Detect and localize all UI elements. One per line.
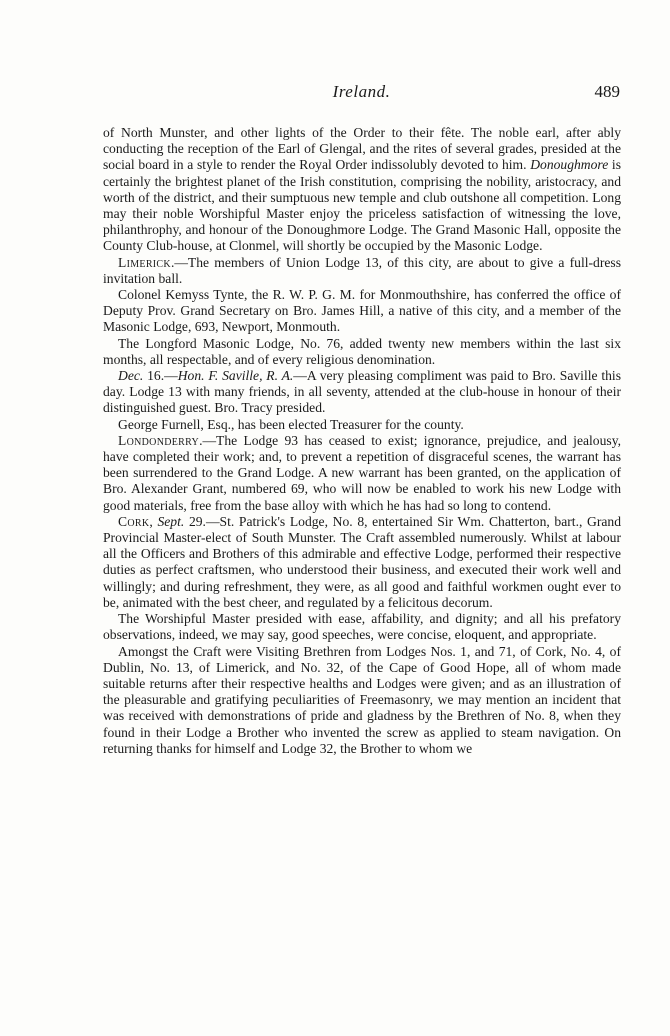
section-heading: Londonderry — [118, 432, 200, 448]
text-run: of North Munster, and other lights of the Order to their fête. The noble earl, after ably conducting the reception of the Earl of Glengal, and the rites of several grades, presided at the social board in a style to render the Royal Order indissolubly devoted to him. — [103, 125, 621, 173]
paragraph — [103, 125, 621, 255]
paragraph — [103, 433, 621, 514]
paragraph — [103, 368, 621, 417]
paragraph — [103, 514, 621, 611]
text-run: Amongst the Craft were Visiting Brethren from Lodges Nos. 1, and 71, of Cork, No. 4, of Dublin, No. 13, of Limerick, and No. 32, of the Cape of Good Hope, all of whom made suitable returns after their respective healths and Lodges were given; and as an illustration of the pleasurable and gratifying peculiarities of Freemasonry, we may mention an incident that was received with demonstrations of pride and gladness by the Brethren of No. 8, when they found in their Lodge a Brother who invented the screw as applied to steam navigation. On returning thanks for himself and Lodge 32, the Brother to whom we — [103, 643, 621, 756]
running-title: Ireland. — [332, 82, 391, 101]
text-run: .—The Lodge 93 has ceased to exist; ignorance, prejudice, and jealousy, have completed their work; and, to prevent a repetition of disgraceful scenes, the warrant has been surrendered to the Grand Lodge. A new warrant has been granted, on the application of Bro. Alexander Grant, numbered 69, who will now be enabled to work his new Lodge with good materials, free from the base alloy with which he has had so long to contend. — [103, 432, 621, 513]
section-heading: Cork — [118, 513, 150, 529]
italic-text: Sept. — [157, 513, 185, 529]
italic-text: Dec. — [118, 368, 144, 384]
paragraph — [103, 287, 621, 336]
paragraph — [103, 417, 621, 433]
text-run: —A very pleasing compliment was paid to Bro. Saville this day. Lodge 13 with many friends, in all seventy, attended at the club-house in honour of their distinguished guest. Bro. Tracy presided. — [103, 368, 621, 416]
text-run: , — [149, 513, 158, 529]
text-run: The Worshipful Master presided with ease, affability, and dignity; and all his prefatory observations, indeed, we may say, good speeches, were concise, eloquent, and appropriate. — [103, 611, 621, 643]
text-run: 16.— — [143, 368, 178, 384]
italic-text: Hon. F. Saville, R. A. — [177, 368, 294, 384]
text-run: 29.—St. Patrick's Lodge, No. 8, entertained Sir Wm. Chatterton, bart., Grand Provincial Master-elect of South Munster. The Craft assembled numerously. Whilst at labour all the Officers and Brothers of this admirable and effective Lodge, performed their respective duties as perfect craftsmen, who understood their business, and executed their work well and willingly; and during refreshment, they were, as all good and faithful workmen ought ever to be, animated with the best cheer, and regulated by a felicitous decorum. — [103, 513, 621, 610]
text-run: .—The members of Union Lodge 13, of this city, are about to give a full-dress invitation ball. — [103, 254, 621, 286]
paragraph — [103, 644, 621, 757]
text-run: is certainly the brightest planet of the Irish constitution, comprising the nobility, aristocracy, and worth of the district, and their sumptuous new temple and club outshone all competition. Long may their noble Worshipful Master enjoy the priceless satisfaction of witnessing the love, philanthrophy, and honour of the Donoughmore Lodge. The Grand Masonic Hall, opposite the County Club-house, at Clonmel, will shortly be occupied by the Masonic Lodge. — [103, 157, 621, 254]
page-number: 489 — [594, 82, 620, 101]
text-run: Colonel Kemyss Tynte, the R. W. P. G. M. for Monmouthshire, has conferred the office of Deputy Prov. Grand Secretary on Bro. James Hill, a native of this city, and a member of the Masonic Lodge, 693, Newport, Monmouth. — [103, 287, 621, 335]
page-body-text — [103, 125, 621, 757]
text-run: George Furnell, Esq., has been elected Treasurer for the county. — [118, 416, 464, 432]
italic-text: Donoughmore — [530, 157, 609, 173]
paragraph — [103, 611, 621, 643]
paragraph — [103, 255, 621, 287]
section-heading: Limerick — [118, 254, 171, 270]
running-header — [103, 82, 620, 104]
paragraph — [103, 336, 621, 368]
text-run: The Longford Masonic Lodge, No. 76, added twenty new members within the last six months, all respectable, and of every religious denomination. — [103, 335, 621, 367]
